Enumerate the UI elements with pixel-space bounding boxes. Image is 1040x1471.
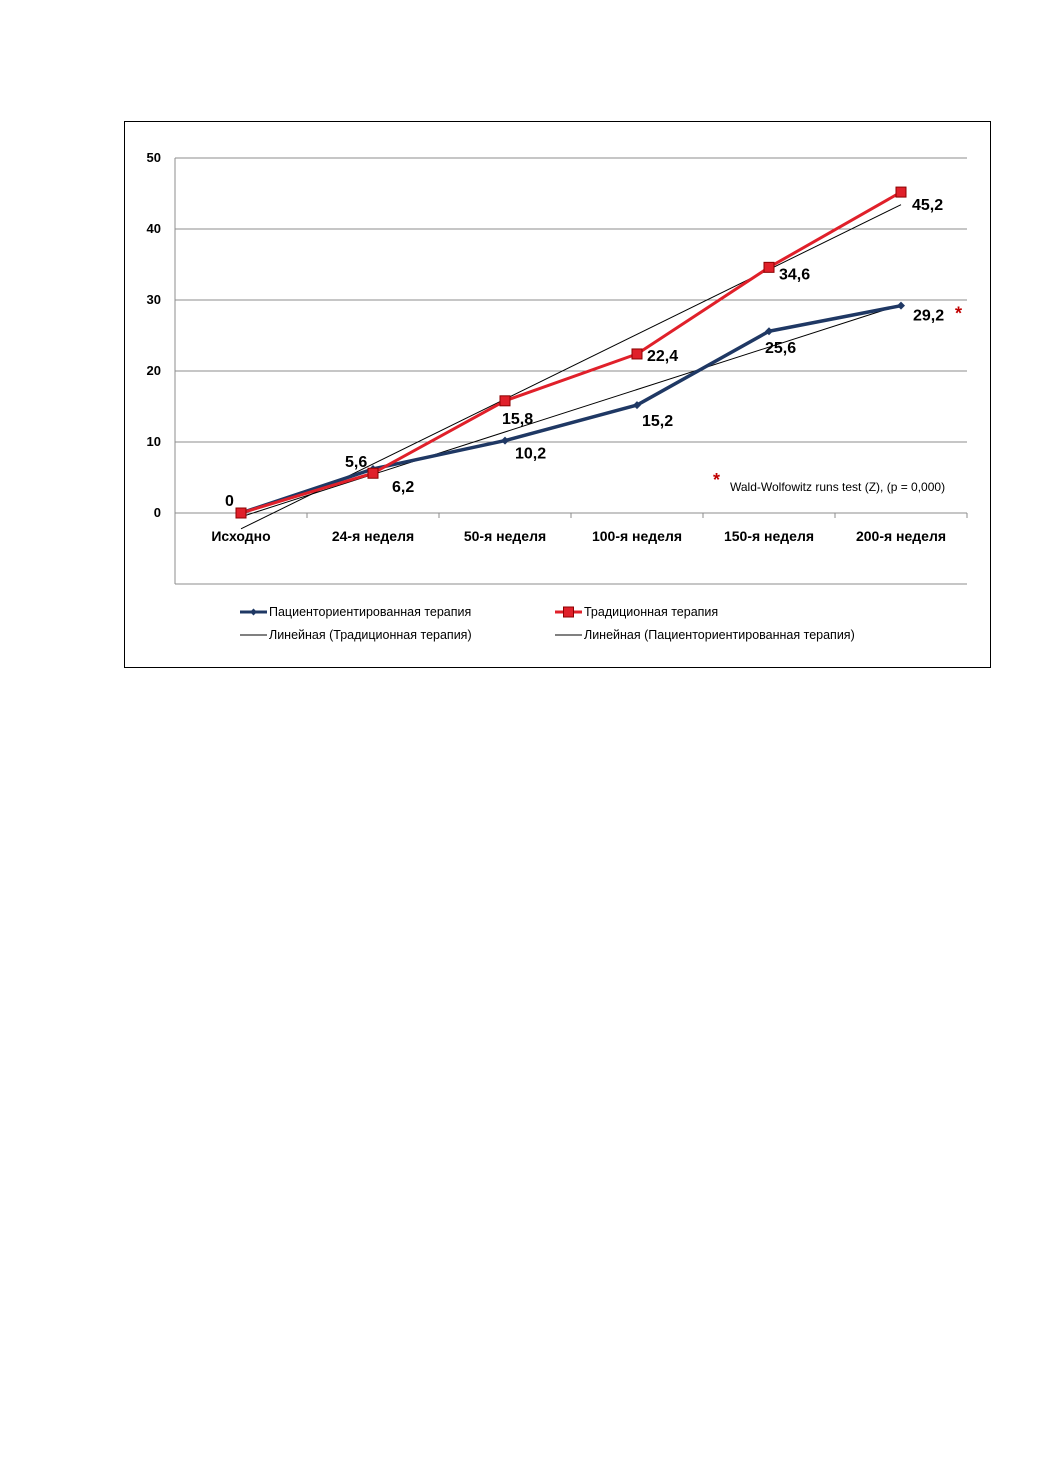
data-label: 5,6 (345, 454, 368, 472)
series-line-traditional (241, 192, 901, 513)
y-tick-label: 30 (146, 292, 161, 307)
y-tick-label: 0 (153, 505, 161, 520)
data-point-traditional (500, 396, 510, 406)
data-label: 22,4 (647, 347, 679, 365)
data-label: 15,2 (642, 413, 674, 431)
y-tick-label: 40 (146, 221, 161, 236)
legend-label: Линейная (Пациенториентированная терапия) (584, 628, 855, 642)
data-label: 34,6 (779, 266, 811, 284)
data-point-traditional (764, 262, 774, 272)
y-tick-label: 20 (146, 363, 161, 378)
x-tick-label: 150-я неделя (723, 528, 815, 544)
data-label: 45,2 (912, 197, 944, 215)
x-tick-label: 24-я неделя (331, 528, 415, 544)
data-point-traditional (632, 349, 642, 359)
data-point-traditional (896, 187, 906, 197)
data-point-traditional (368, 468, 378, 478)
data-label: 25,6 (765, 340, 797, 358)
legend-label: Традиционная терапия (584, 605, 719, 619)
data-point-patient (501, 437, 509, 445)
data-point-traditional (236, 508, 246, 518)
significance-note: Wald-Wolfowitz runs test (Z), (p = 0,000) (730, 480, 946, 494)
data-point-patient (897, 302, 905, 310)
y-tick-label: 50 (146, 150, 161, 165)
data-label: 10,2 (515, 445, 547, 463)
data-label: 6,2 (392, 478, 415, 496)
x-tick-label: 50-я неделя (463, 528, 547, 544)
y-tick-label: 10 (146, 434, 161, 449)
significance-star: * (955, 303, 963, 324)
x-tick-label: 100-я неделя (591, 528, 683, 544)
note-star: * (713, 470, 721, 490)
line-chart (125, 122, 992, 669)
x-tick-label: Исходно (211, 528, 271, 544)
x-tick-label: 200-я неделя (855, 528, 947, 544)
legend-marker (250, 609, 257, 616)
legend-label: Линейная (Традиционная терапия) (269, 628, 472, 642)
legend-label: Пациенториентированная терапия (269, 605, 472, 619)
data-label: 0 (225, 493, 234, 510)
data-label: 15,8 (502, 410, 534, 428)
chart-frame (124, 121, 991, 668)
legend-marker (564, 607, 574, 617)
data-label: 29,2 (913, 307, 945, 325)
